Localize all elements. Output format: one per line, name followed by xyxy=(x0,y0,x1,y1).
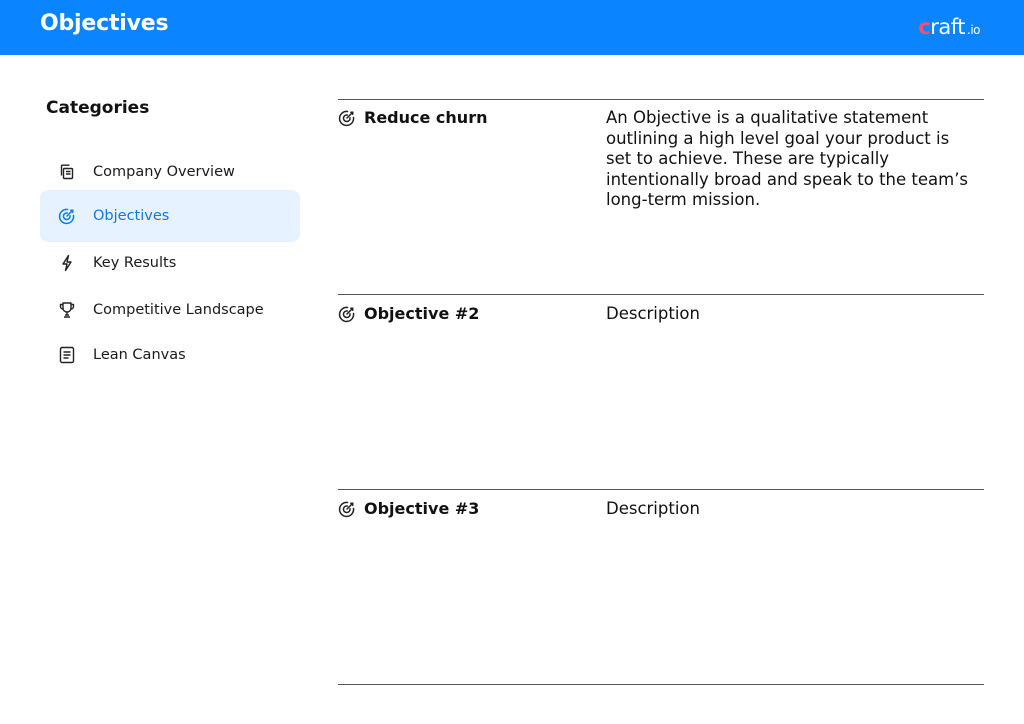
sidebar-item-label: Competitive Landscape xyxy=(93,302,264,318)
sidebar-title: Categories xyxy=(46,98,150,118)
craft-logo[interactable]: craft .io xyxy=(918,15,980,39)
objective-title-text: Reduce churn xyxy=(364,108,488,127)
sidebar-item-label: Lean Canvas xyxy=(93,347,186,363)
sidebar-item-label: Key Results xyxy=(93,255,177,271)
target-icon xyxy=(338,109,356,127)
objective-description: Description xyxy=(606,499,700,518)
objective-title[interactable] xyxy=(338,304,479,323)
sidebar-item-objectives[interactable] xyxy=(40,190,300,242)
page-header xyxy=(0,0,1024,55)
document-icon xyxy=(58,346,76,364)
target-icon xyxy=(338,305,356,323)
objective-title[interactable] xyxy=(338,108,487,127)
target-icon xyxy=(338,500,356,518)
copy-icon xyxy=(58,163,76,181)
target-icon xyxy=(58,207,76,225)
sidebar-item-key-results[interactable] xyxy=(40,237,300,289)
row-divider xyxy=(338,294,984,295)
lightning-icon xyxy=(58,254,76,272)
sidebar-item-label: Objectives xyxy=(93,208,170,224)
sidebar-item-lean-canvas[interactable] xyxy=(40,329,300,381)
row-divider xyxy=(338,489,984,490)
sidebar-item-label: Company Overview xyxy=(93,164,235,180)
row-divider xyxy=(338,99,984,100)
trophy-icon xyxy=(58,301,76,319)
page-title: Objectives xyxy=(40,11,169,36)
objective-description: An Objective is a qualitative statement outlining a high level goal your product is set to achieve. These are typically intentionally broad and speak to the team’s long-term mission. xyxy=(606,108,969,209)
row-divider xyxy=(338,684,984,685)
objective-title[interactable] xyxy=(338,499,479,518)
objective-title-text: Objective #3 xyxy=(364,499,480,518)
objective-title-text: Objective #2 xyxy=(364,304,480,323)
objective-description: Description xyxy=(606,304,700,323)
